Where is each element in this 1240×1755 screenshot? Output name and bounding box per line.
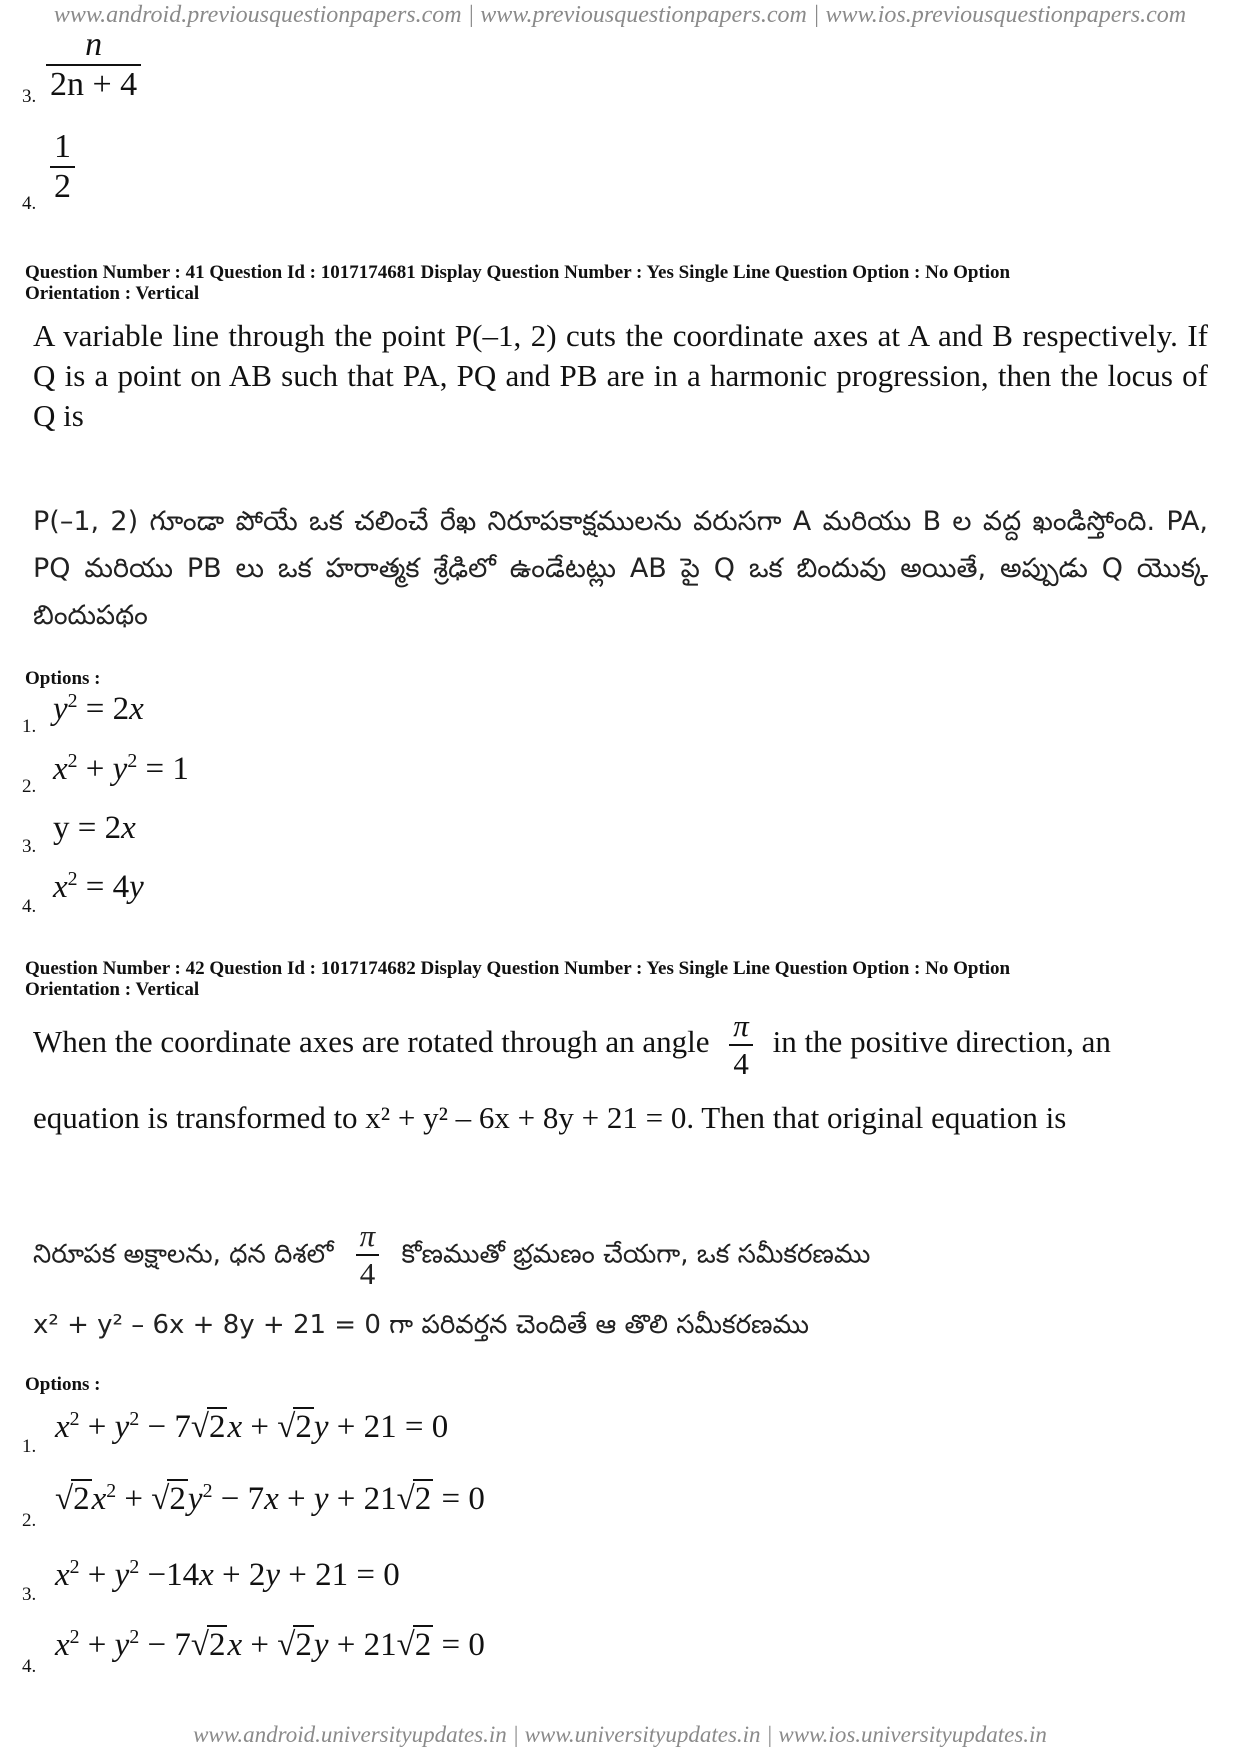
q41-meta-line1: Question Number : 41 Question Id : 1017174681 Display Question Number : Yes Single Line Question Option : No Option (25, 262, 1011, 283)
q42-te-pi: π (359, 1218, 376, 1253)
prev-option-3-number: 3. (22, 86, 37, 107)
q41-option-3[interactable]: y = 2x (53, 810, 136, 846)
q42-option-1-number: 1. (22, 1436, 37, 1457)
q41-option-1-number: 1. (22, 716, 37, 737)
prev-option-3-denominator: 2n + 4 (46, 64, 141, 104)
prev-option-4-numerator: 1 (54, 128, 71, 165)
prev-option-3-numerator: n (85, 26, 103, 63)
q42-question-telugu-line2: x² + y² – 6x + 8y + 21 = 0 గా పరివర్తన చెందితే ఆ తొలి సమీకరణము (33, 1310, 810, 1340)
q41-option-2[interactable]: $x^2 + y^2 = 1$ (53, 750, 189, 787)
prev-option-3-fraction (46, 26, 141, 104)
q41-option-1[interactable]: $y^2 = 2x$ (53, 690, 144, 727)
q42-question-english-line1 (33, 1008, 1213, 1082)
q42-te-text-a: నిరూపక అక్షాలను, ధన దిశలో (33, 1239, 334, 1270)
q42-meta (25, 958, 1215, 1000)
q42-te-four: 4 (356, 1254, 380, 1292)
footer-links: www.android.universityupdates.in | www.universityupdates.in | www.ios.universityupdates.in (193, 1722, 1047, 1747)
q42-option-2[interactable]: $√2x^2 + √2y^2 - 7x + y + 21√2 = 0$ (55, 1480, 485, 1517)
q42-option-2-number: 2. (22, 1510, 37, 1531)
q41-question-telugu: P(–1, 2) గూండా పోయే ఒక చలించే రేఖ నిరూపకాక్షములను వరుసగా A మరియు B ల వద్ద ఖండిస్తోంది. PA, PQ మరియు PB లు ఒక హరాత్మక శ్రేఢిలో ఉండేటట్లు AB పై Q ఒక బిందువు అయితే, అప్పుడు Q యొక్క బిందుపథం (33, 506, 1208, 631)
q42-pi-fraction (729, 1008, 753, 1082)
q42-text-b: in the positive direction, an (772, 1024, 1111, 1060)
q41-option-2-number: 2. (22, 776, 37, 797)
q42-pi: π (733, 1008, 749, 1043)
q42-text-a: When the coordinate axes are rotated through an angle (33, 1024, 710, 1060)
q42-option-3[interactable]: $x^2 + y^2 -14x + 2y + 21 = 0$ (55, 1556, 400, 1593)
q41-option-3-number: 3. (22, 836, 37, 857)
q42-question-english-line2: equation is transformed to x² + y² – 6x + 8y + 21 = 0. Then that original equation is (33, 1100, 1067, 1135)
prev-option-4-number: 4. (22, 193, 37, 214)
q42-option-1[interactable]: $x^2 + y^2 - 7√2x + √2y + 21 = 0$ (55, 1408, 449, 1445)
q42-option-4[interactable]: $x^2 + y^2 - 7√2x + √2y + 21√2 = 0$ (55, 1626, 485, 1663)
prev-option-4-fraction (50, 128, 75, 206)
q42-te-pi-fraction (356, 1218, 380, 1292)
q41-option-4-number: 4. (22, 896, 37, 917)
q41-option-4[interactable]: $x^2 = 4y$ (53, 868, 144, 905)
q42-four: 4 (729, 1044, 753, 1082)
q41-meta (25, 262, 1215, 304)
q42-options-label: Options : (25, 1374, 101, 1395)
q42-meta-line2: Orientation : Vertical (25, 979, 200, 1000)
q42-te-text-b: కోణముతో భ్రమణం చేయగా, ఒక సమీకరణము (401, 1239, 871, 1270)
q42-option-4-number: 4. (22, 1656, 37, 1677)
q42-question-telugu-line1 (33, 1218, 870, 1292)
header-links: www.android.previousquestionpapers.com | www.previousquestionpapers.com | www.ios.previousquestionpapers.com (53, 2, 1187, 28)
q42-option-3-number: 3. (22, 1584, 37, 1605)
q41-question-english: A variable line through the point P(–1, 2) cuts the coordinate axes at A and B respectively. If Q is a point on AB such that PA, PQ and PB are in a harmonic progression, then the locus of Q is (33, 318, 1208, 433)
q42-meta-line1: Question Number : 42 Question Id : 1017174682 Display Question Number : Yes Single Line Question Option : No Option (25, 958, 1011, 979)
q41-meta-line2: Orientation : Vertical (25, 283, 200, 304)
q41-options-label: Options : (25, 668, 101, 689)
prev-option-4-denominator: 2 (50, 166, 75, 206)
